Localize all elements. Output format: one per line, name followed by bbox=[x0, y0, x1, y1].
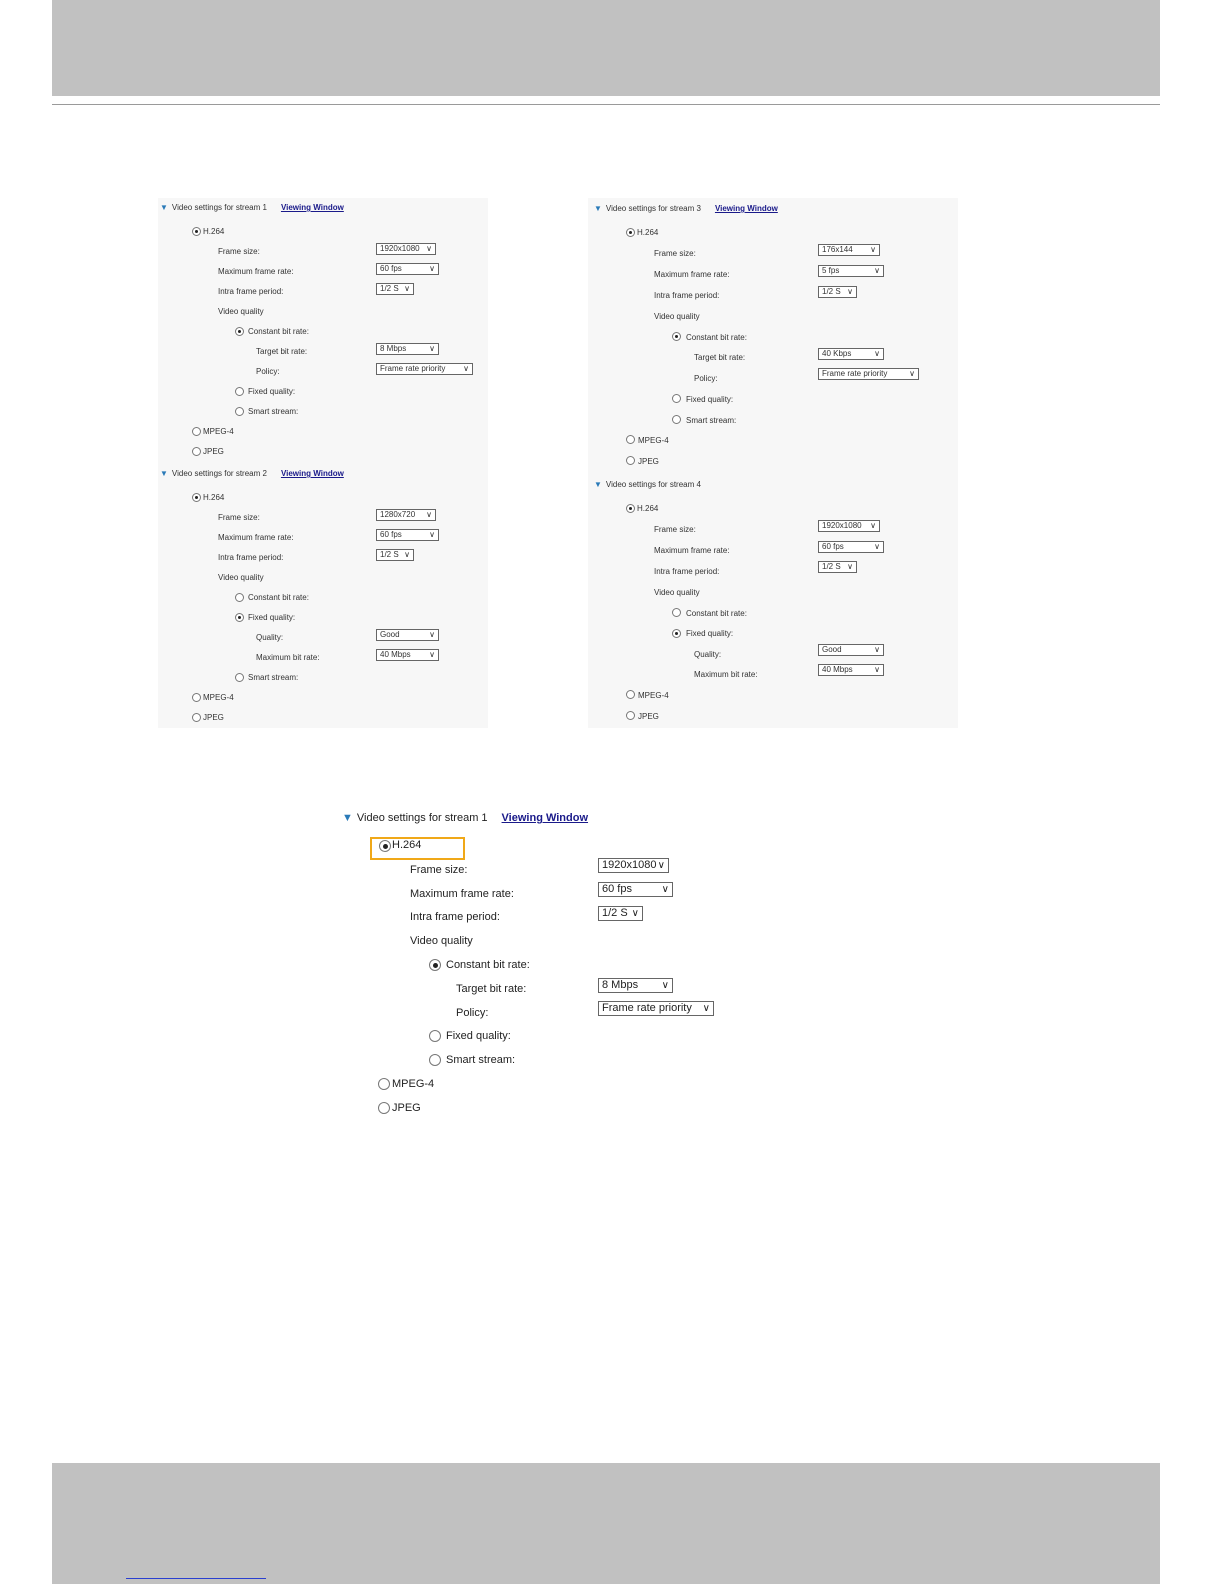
max-bit-rate-select[interactable]: 40 Mbps ∨ bbox=[818, 664, 884, 676]
target-bit-rate-label: Target bit rate: bbox=[256, 347, 308, 356]
max-frame-rate-label: Maximum frame rate: bbox=[654, 546, 730, 555]
h264-label: H.264 bbox=[203, 227, 225, 236]
chevron-down-icon: ∨ bbox=[874, 349, 880, 358]
max-frame-rate-label: Maximum frame rate: bbox=[218, 533, 294, 542]
footer-link[interactable] bbox=[126, 1560, 266, 1579]
quality-select[interactable]: Good ∨ bbox=[376, 629, 439, 641]
frame-size-label: Frame size: bbox=[654, 525, 696, 534]
smart-stream-label: Smart stream: bbox=[686, 416, 737, 425]
smart-stream-label: Smart stream: bbox=[446, 1054, 516, 1066]
chevron-down-icon: ∨ bbox=[870, 521, 876, 530]
fixed-quality-label: Fixed quality: bbox=[686, 629, 734, 638]
frame-size-label: Frame size: bbox=[218, 513, 260, 522]
chevron-down-icon: ∨ bbox=[909, 369, 915, 378]
chevron-down-icon: ∨ bbox=[429, 264, 435, 273]
cbr-label: Constant bit rate: bbox=[248, 327, 309, 336]
h264-label: H.264 bbox=[392, 839, 422, 851]
viewing-window-link[interactable]: Viewing Window bbox=[280, 469, 344, 478]
cbr-label: Constant bit rate: bbox=[686, 333, 747, 342]
triangle-down-icon[interactable]: ▼ bbox=[342, 812, 353, 824]
max-frame-rate-select[interactable]: 60 fps ∨ bbox=[598, 882, 673, 897]
intra-frame-label: Intra frame period: bbox=[654, 567, 720, 576]
video-quality-label: Video quality bbox=[410, 935, 473, 947]
chevron-down-icon: ∨ bbox=[426, 510, 432, 519]
max-bit-rate-label: Maximum bit rate: bbox=[256, 653, 320, 662]
h264-highlight-box bbox=[370, 837, 465, 860]
target-bit-rate-select[interactable]: 40 Kbps ∨ bbox=[818, 348, 884, 360]
quality-select[interactable]: Good ∨ bbox=[818, 644, 884, 656]
target-bit-rate-label: Target bit rate: bbox=[456, 983, 527, 995]
chevron-down-icon: ∨ bbox=[631, 908, 639, 919]
frame-size-label: Frame size: bbox=[410, 864, 468, 876]
smart-stream-label: Smart stream: bbox=[248, 407, 299, 416]
chevron-down-icon: ∨ bbox=[426, 244, 432, 253]
max-frame-rate-select[interactable]: 60 fps ∨ bbox=[376, 263, 439, 275]
jpeg-label: JPEG bbox=[203, 447, 224, 456]
fixed-quality-label: Fixed quality: bbox=[248, 387, 296, 396]
target-bit-rate-select[interactable]: 8 Mbps ∨ bbox=[376, 343, 439, 355]
chevron-down-icon: ∨ bbox=[429, 344, 435, 353]
policy-select[interactable]: Frame rate priority ∨ bbox=[818, 368, 919, 380]
policy-label: Policy: bbox=[456, 1007, 489, 1019]
viewing-window-link[interactable]: Viewing Window bbox=[714, 204, 778, 213]
stream1-header: ▼ Video settings for stream 1 Viewing Window bbox=[160, 203, 344, 212]
intra-frame-select[interactable]: 1/2 S ∨ bbox=[376, 283, 414, 295]
policy-select[interactable]: Frame rate priority ∨ bbox=[598, 1001, 714, 1016]
detail-header: ▼ Video settings for stream 1 Viewing Window bbox=[342, 812, 589, 824]
max-frame-rate-select[interactable]: 5 fps ∨ bbox=[818, 265, 884, 277]
video-quality-label: Video quality bbox=[218, 573, 264, 582]
chevron-down-icon: ∨ bbox=[847, 562, 853, 571]
mpeg4-label: MPEG-4 bbox=[203, 693, 234, 702]
chevron-down-icon: ∨ bbox=[657, 860, 665, 871]
triangle-down-icon[interactable]: ▼ bbox=[160, 469, 168, 478]
mpeg4-radio[interactable] bbox=[378, 1078, 390, 1090]
frame-size-label: Frame size: bbox=[218, 247, 260, 256]
chevron-down-icon: ∨ bbox=[874, 645, 880, 654]
fixed-quality-label: Fixed quality: bbox=[248, 613, 296, 622]
max-frame-rate-label: Maximum frame rate: bbox=[410, 888, 514, 900]
intra-frame-select[interactable]: 1/2 S ∨ bbox=[818, 286, 857, 298]
stream2-header: ▼ Video settings for stream 2 Viewing Window bbox=[160, 469, 344, 478]
fixed-quality-radio[interactable] bbox=[429, 1030, 441, 1042]
intra-frame-label: Intra frame period: bbox=[218, 287, 284, 296]
frame-size-select[interactable]: 1920x1080 ∨ bbox=[818, 520, 880, 532]
chevron-down-icon: ∨ bbox=[429, 530, 435, 539]
h264-label: H.264 bbox=[637, 504, 659, 513]
triangle-down-icon[interactable]: ▼ bbox=[594, 480, 602, 489]
policy-label: Policy: bbox=[694, 374, 718, 383]
intra-frame-label: Intra frame period: bbox=[410, 911, 500, 923]
triangle-down-icon[interactable]: ▼ bbox=[594, 204, 602, 213]
cbr-label: Constant bit rate: bbox=[686, 609, 747, 618]
viewing-window-link[interactable]: Viewing Window bbox=[501, 812, 589, 824]
fixed-quality-label: Fixed quality: bbox=[686, 395, 734, 404]
stream3-header: ▼ Video settings for stream 3 Viewing Window bbox=[594, 204, 778, 213]
frame-size-label: Frame size: bbox=[654, 249, 696, 258]
intra-frame-label: Intra frame period: bbox=[218, 553, 284, 562]
stream4-header: ▼ Video settings for stream 4 bbox=[594, 480, 701, 489]
target-bit-rate-label: Target bit rate: bbox=[694, 353, 746, 362]
chevron-down-icon: ∨ bbox=[847, 287, 853, 296]
triangle-down-icon[interactable]: ▼ bbox=[160, 203, 168, 212]
max-frame-rate-label: Maximum frame rate: bbox=[218, 267, 294, 276]
cbr-label: Constant bit rate: bbox=[248, 593, 309, 602]
chevron-down-icon: ∨ bbox=[702, 1003, 710, 1014]
intra-frame-select[interactable]: 1/2 S ∨ bbox=[818, 561, 857, 573]
frame-size-select[interactable]: 1920x1080 ∨ bbox=[376, 243, 436, 255]
max-frame-rate-label: Maximum frame rate: bbox=[654, 270, 730, 279]
video-quality-label: Video quality bbox=[654, 588, 700, 597]
chevron-down-icon: ∨ bbox=[874, 266, 880, 275]
quality-label: Quality: bbox=[256, 633, 284, 642]
chevron-down-icon: ∨ bbox=[429, 650, 435, 659]
h264-label: H.264 bbox=[637, 228, 659, 237]
jpeg-label: JPEG bbox=[203, 713, 224, 722]
max-bit-rate-label: Maximum bit rate: bbox=[694, 670, 758, 679]
max-frame-rate-select[interactable]: 60 fps ∨ bbox=[818, 541, 884, 553]
mpeg4-label: MPEG-4 bbox=[392, 1078, 435, 1090]
chevron-down-icon: ∨ bbox=[661, 884, 669, 895]
policy-label: Policy: bbox=[256, 367, 280, 376]
policy-select[interactable]: Frame rate priority ∨ bbox=[376, 363, 473, 375]
quality-label: Quality: bbox=[694, 650, 722, 659]
frame-size-select[interactable]: 1920x1080 ∨ bbox=[598, 858, 669, 873]
chevron-down-icon: ∨ bbox=[429, 630, 435, 639]
chevron-down-icon: ∨ bbox=[870, 245, 876, 254]
chevron-down-icon: ∨ bbox=[874, 542, 880, 551]
intra-frame-label: Intra frame period: bbox=[654, 291, 720, 300]
mpeg4-label: MPEG-4 bbox=[203, 427, 234, 436]
chevron-down-icon: ∨ bbox=[463, 364, 469, 373]
smart-stream-radio[interactable] bbox=[429, 1054, 441, 1066]
target-bit-rate-select[interactable]: 8 Mbps ∨ bbox=[598, 978, 673, 993]
cbr-label: Constant bit rate: bbox=[446, 959, 530, 971]
video-quality-label: Video quality bbox=[654, 312, 700, 321]
intra-frame-select[interactable]: 1/2 S ∨ bbox=[598, 906, 643, 921]
chevron-down-icon: ∨ bbox=[874, 665, 880, 674]
smart-stream-label: Smart stream: bbox=[248, 673, 299, 682]
fixed-quality-label: Fixed quality: bbox=[446, 1030, 511, 1042]
viewing-window-link[interactable]: Viewing Window bbox=[280, 203, 344, 212]
jpeg-radio[interactable] bbox=[378, 1102, 390, 1114]
mpeg4-label: MPEG-4 bbox=[638, 691, 669, 700]
frame-size-select[interactable]: 176x144 ∨ bbox=[818, 244, 880, 256]
jpeg-label: JPEG bbox=[638, 457, 659, 466]
cbr-radio[interactable] bbox=[429, 959, 441, 971]
chevron-down-icon: ∨ bbox=[661, 980, 669, 991]
max-bit-rate-select[interactable]: 40 Mbps ∨ bbox=[376, 649, 439, 661]
intra-frame-select[interactable]: 1/2 S ∨ bbox=[376, 549, 414, 561]
max-frame-rate-select[interactable]: 60 fps ∨ bbox=[376, 529, 439, 541]
video-quality-label: Video quality bbox=[218, 307, 264, 316]
frame-size-select[interactable]: 1280x720 ∨ bbox=[376, 509, 436, 521]
chevron-down-icon: ∨ bbox=[404, 550, 410, 559]
jpeg-label: JPEG bbox=[392, 1102, 421, 1114]
mpeg4-label: MPEG-4 bbox=[638, 436, 669, 445]
chevron-down-icon: ∨ bbox=[404, 284, 410, 293]
jpeg-label: JPEG bbox=[638, 712, 659, 721]
h264-label: H.264 bbox=[203, 493, 225, 502]
